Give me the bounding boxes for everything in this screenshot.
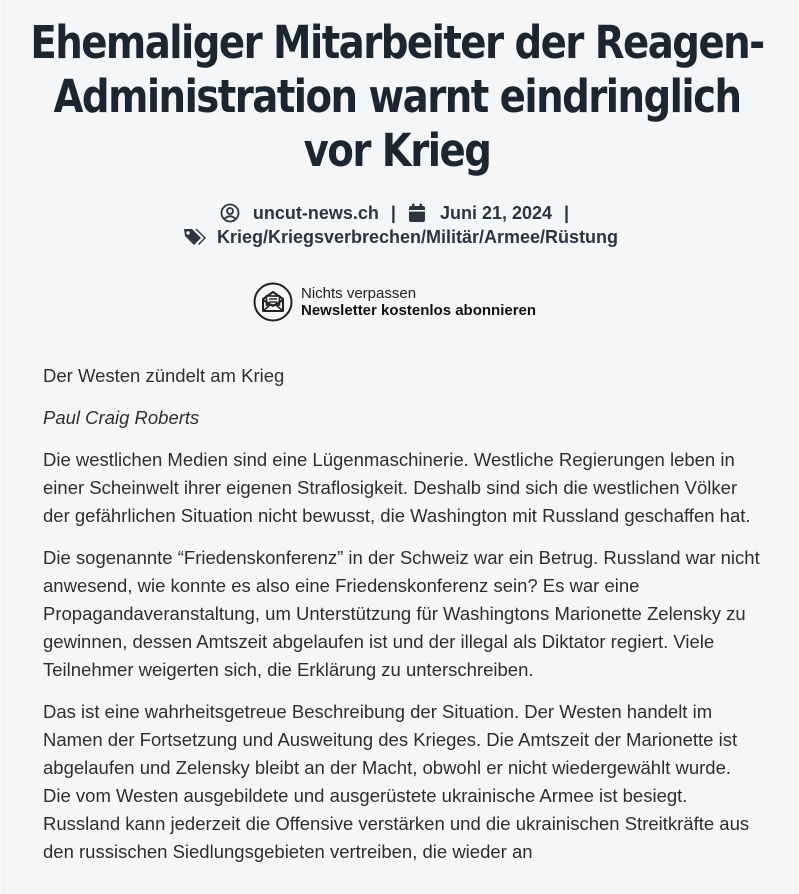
article-body [43, 362, 763, 880]
author-link[interactable]: uncut-news.ch [252, 202, 379, 223]
user-circle-icon [220, 203, 240, 223]
meta-row-primary [5, 201, 796, 225]
tags-icon [183, 227, 207, 247]
meta-row-categories [5, 225, 796, 249]
meta-separator: | [390, 202, 396, 223]
article-page [4, 0, 797, 894]
newsletter-subscribe-link[interactable]: Newsletter kostenlos abonnieren [301, 302, 537, 319]
newsletter-text [301, 285, 536, 319]
newsletter-line1: Nichts verpassen [301, 285, 417, 302]
article-paragraph: Die sogenannte “Friedenskonferenz” in der Schweiz war ein Betrug. Russland war nicht anwesend, wie konnte es also eine Friedenskonferenz sein? Es war eine Propagandaveranstaltung, um Unterstützung für Washingtons Marionette Zelensky zu gewinnen, dessen Amtszeit abgelaufen ist und der illegal als Diktator regiert. Viele Teilnehmer weigerten sich, die Erklärung zu unterschreiben. [43, 547, 760, 680]
article-author: Paul Craig Roberts [43, 407, 200, 428]
article-paragraph: Das ist eine wahrheitsgetreue Beschreibung der Situation. Der Westen handelt im Namen der Fortsetzung und Ausweitung des Krieges. Die Amtszeit der Marionette ist abgelaufen und Zelensky bleibt an der Macht, obwohl er nicht wiedergewählt wurde. Die vom Westen ausgebildete und ausgerüstete ukrainische Armee ist besiegt. Russland kann jederzeit die Offensive verstärken und die ukrainischen Streitkräfte aus den russischen Siedlungsgebieten vertreiben, die wieder an [43, 701, 750, 862]
mail-open-icon [253, 282, 293, 322]
article-lead: Der Westen zündelt am Krieg [43, 365, 285, 386]
article-meta [5, 201, 796, 249]
article-paragraph: Die westlichen Medien sind eine Lügenmaschinerie. Westliche Regierungen leben in einer Scheinwelt ihrer eigenen Straflosigkeit. Deshalb sind sich die westlichen Völker der gefährlichen Situation nicht bewusst, die Washington mit Russland geschaffen hat. [43, 449, 751, 526]
categories-link[interactable]: Krieg/Kriegsverbrechen/Militär/Armee/Rüstung [216, 226, 619, 247]
article-title: Ehemaliger Mitarbeiter der Reagen-Administration warnt eindringlich vor Krieg [30, 16, 764, 177]
calendar-icon [408, 203, 426, 223]
meta-separator-end: | [564, 202, 570, 223]
date-link[interactable]: Juni 21, 2024 [439, 202, 553, 223]
newsletter-signup[interactable] [253, 282, 536, 322]
